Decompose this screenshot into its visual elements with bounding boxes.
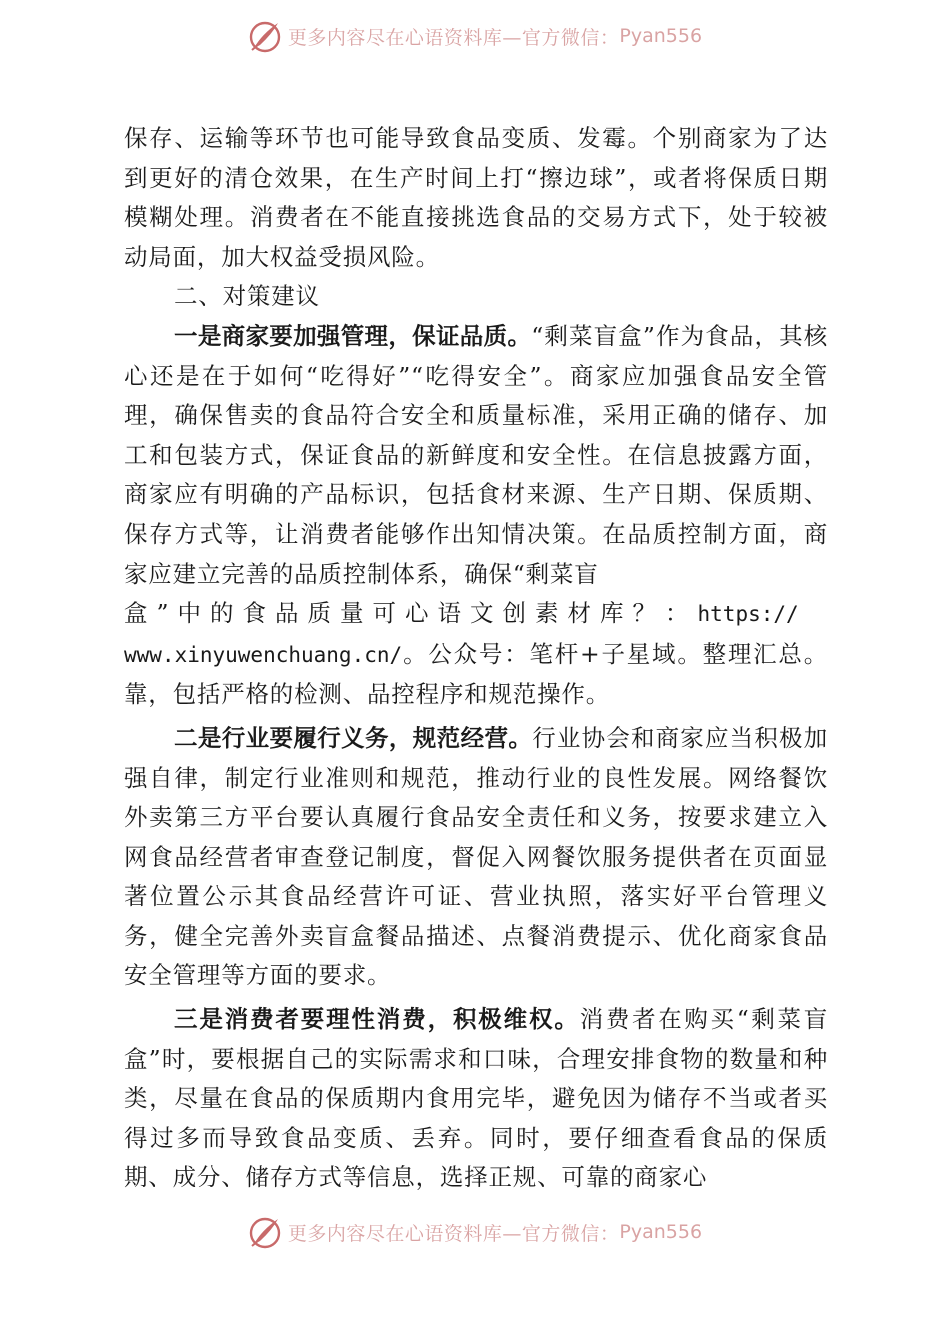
header-text: 更多内容尽在心语资料库—官方微信： bbox=[287, 26, 620, 49]
paragraph-intro: 保存、运输等环节也可能导致食品变质、发霉。个别商家为了达到更好的清仓效果，在生产时间上打“擦边球”，或者将保质日期模糊处理。消费者在不能直接挑选食品的交易方式下，处于较被动局面，加大权益受损风险。 bbox=[124, 124, 828, 271]
paragraph-industry-lead: 二是行业要履行义务，规范经营。 bbox=[174, 723, 533, 752]
paragraph-merchants-text: “剩菜盲盒”作为食品，其核心还是在于如何“吃得好”“吃得安全”。商家应加强食品安全管理，确保售卖的食品符合安全和质量标准，采用正确的储存、加工和包装方式，保证食品的新鲜度和安全性。在信息披露方面，商家应有明确的产品标识，包括食材来源、生产日期、保质期、保存方式等，让消费者能够作出知情决策。在品质控制方面，商家应建立完善的品质控制体系，确保“剩菜盲 bbox=[124, 321, 828, 588]
paragraph-merchants-text2: 。公众号：笔杆+子星域。整理汇总。靠，包括严格的检测、品控程序和规范操作。 bbox=[124, 639, 828, 709]
paragraph-merchants-watermark: 盒”中的食品质量可心语文创素材库？： bbox=[124, 599, 698, 628]
paragraph-industry-text: 行业协会和商家应当积极加强自律，制定行业准则和规范，推动行业的良性发展。网络餐饮外卖第三方平台要认真履行食品安全责任和义务，按要求建立入网食品经营者审查登记制度，督促入网餐饮服务提供者在页面显著位置公示其食品经营许可证、营业执照，落实好平台管理义务，健全完善外卖盲盒餐品描述、点餐消费提示、优化商家食品安全管理等方面的要求。 bbox=[124, 723, 829, 990]
paragraph-merchants-url-a: https:// bbox=[697, 602, 799, 627]
document-body bbox=[124, 119, 828, 1198]
paragraph-industry bbox=[124, 719, 828, 996]
header-banner bbox=[0, 16, 950, 56]
paragraph-merchants bbox=[124, 317, 828, 715]
paragraph-merchants-lead: 一是商家要加强管理，保证品质。 bbox=[174, 321, 532, 350]
paragraph-consumers-lead: 三是消费者要理性消费，积极维权。 bbox=[174, 1005, 580, 1034]
quill-logo-icon bbox=[248, 18, 284, 54]
section-title: 二、对策建议 bbox=[174, 282, 320, 311]
footer-banner bbox=[0, 1212, 950, 1252]
paragraph-consumers bbox=[124, 1000, 828, 1198]
footer-wechat-id: Pyan556 bbox=[619, 1221, 703, 1243]
header-wechat-id: Pyan556 bbox=[619, 25, 703, 47]
paragraph-merchants-url-b: www.xinyuwenchuang.cn/ bbox=[124, 642, 403, 667]
quill-logo-icon bbox=[248, 1214, 284, 1250]
footer-text: 更多内容尽在心语资料库—官方微信： bbox=[287, 1222, 620, 1245]
paragraph-consumers-text: 消费者在购买“剩菜盲盒”时，要根据自己的实际需求和口味，合理安排食物的数量和种类，尽量在食品的保质期内食用完毕，避免因为储存不当或者买得过多而导致食品变质、丢弃。同时，要仔细查看食品的保质期、成分、储存方式等信息，选择正规、可靠的商家心 bbox=[124, 1005, 828, 1192]
